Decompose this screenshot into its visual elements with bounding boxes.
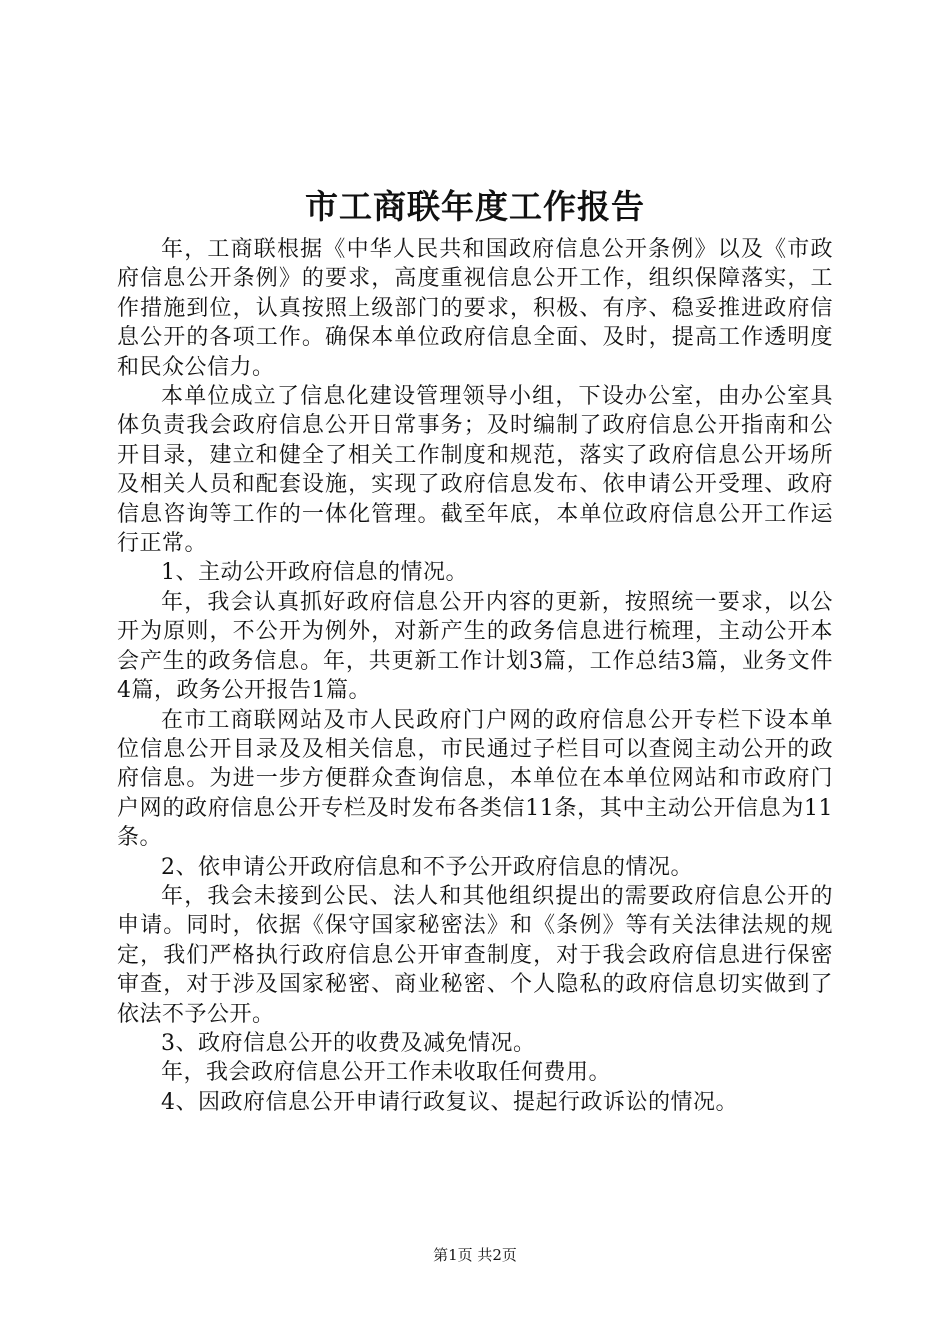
section-heading: 2、依申请公开政府信息和不予公开政府信息的情况。 bbox=[161, 854, 693, 880]
paragraph: 年，我会未接到公民、法人和其他组织提出的需要政府信息公开的申请。同时，依据《保守国家秘密法》和《条例》等有关法律法规的规定，我们严格执行政府信息公开审查制度，对于我会政府信息进行保密审查，对于涉及国家秘密、商业秘密、个人隐私的政府信息切实做到了依法不予公开。 bbox=[117, 883, 833, 1027]
section-heading: 1、主动公开政府信息的情况。 bbox=[161, 560, 468, 586]
document-body bbox=[117, 235, 833, 1117]
document-title: 市工商联年度工作报告 bbox=[305, 187, 645, 226]
paragraph: 年，我会认真抓好政府信息公开内容的更新，按照统一要求，以公开为原则，不公开为例外，对新产生的政务信息进行梳理，主动公开本会产生的政务信息。年，共更新工作计划3篇，工作总结3篇，业务文件4篇，政务公开报告1篇。 bbox=[117, 589, 833, 704]
paragraph: 年，工商联根据《中华人民共和国政府信息公开条例》以及《市政府信息公开条例》的要求，高度重视信息公开工作，组织保障落实，工作措施到位，认真按照上级部门的要求，积极、有序、稳妥推进政府信息公开的各项工作。确保本单位政府信息全面、及时，提高工作透明度和民众公信力。 bbox=[117, 237, 833, 380]
page-number-footer: 第1页 共2页 bbox=[433, 1246, 517, 1264]
section-heading: 4、因政府信息公开申请行政复议、提起行政诉讼的情况。 bbox=[161, 1089, 738, 1115]
section-heading: 3、政府信息公开的收费及减免情况。 bbox=[161, 1030, 536, 1056]
paragraph: 本单位成立了信息化建设管理领导小组，下设办公室，由办公室具体负责我会政府信息公开日常事务；及时编制了政府信息公开指南和公开目录，建立和健全了相关工作制度和规范，落实了政府信息公开场所及相关人员和配套设施，实现了政府信息发布、依申请公开受理、政府信息咨询等工作的一体化管理。截至年底，本单位政府信息公开工作运行正常。 bbox=[117, 384, 833, 557]
paragraph: 在市工商联网站及市人民政府门户网的政府信息公开专栏下设本单位信息公开目录及及相关信息，市民通过子栏目可以查阅主动公开的政府信息。为进一步方便群众查询信息，本单位在本单位网站和市政府门户网的政府信息公开专栏及时发布各类信11条，其中主动公开信息为11条。 bbox=[117, 707, 833, 851]
paragraph: 年，我会政府信息公开工作未收取任何费用。 bbox=[161, 1060, 612, 1086]
